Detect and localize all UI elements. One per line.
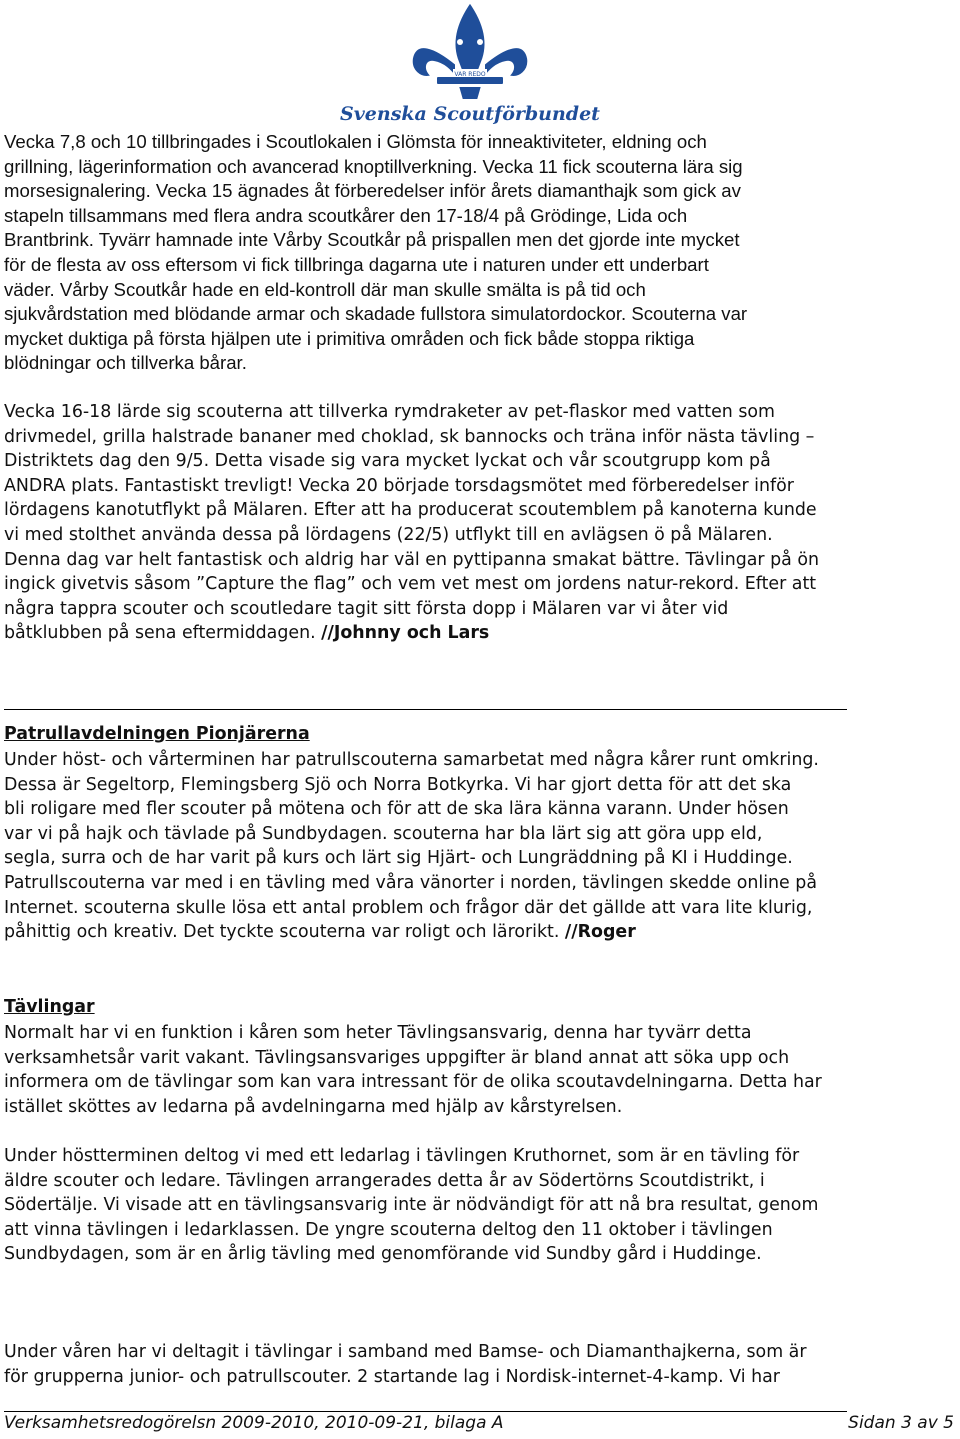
text-line: segla, surra och de har varit på kurs och lärt sig Hjärt- och Lungräddning på KI i Huddinge. <box>4 848 793 869</box>
text-line: grillning, lägerinformation och avancerad knoptillverkning. Vecka 11 fick scouterna lära sig <box>4 155 743 177</box>
text-line: bli roligare med fler scouter på mötena och för att de ska lära känna varann. Under hösen <box>4 799 789 820</box>
text-line-end: båtklubben på sena eftermiddagen. <box>4 623 322 644</box>
text-line: ANDRA plats. Fantastiskt trevligt! Vecka 20 började torsdagsmötet med förberedelser inför <box>4 475 794 496</box>
text-line: Södertälje. Vi visade att en tävlingsansvarig inte är nödvändigt för att nå bra resultat, genom <box>4 1195 819 1216</box>
text-line: Sundbydagen, som är en årlig tävling med genomförande vid Sundby gård i Huddinge. <box>4 1244 762 1265</box>
text-line: verksamhetsår varit vakant. Tävlingsansvariges uppgifter är bland annat att söka upp och <box>4 1047 790 1068</box>
section2-paragraph <box>4 400 954 646</box>
tavlingar-paragraph-1 <box>4 1021 954 1119</box>
section-divider <box>4 709 847 710</box>
text-line: blödningar och tillverka bårar. <box>4 352 247 374</box>
pionjar-paragraph <box>4 748 954 945</box>
text-line: morsesignalering. Vecka 15 ägnades åt förberedelser inför årets diamanthajk som gick av <box>4 180 741 202</box>
logo-motto: VAR REDO <box>454 71 486 78</box>
text-line: var vi på hajk och tävlade på Sundbydagen. scouterna har bla lärt sig att göra upp eld, <box>4 823 763 844</box>
section1-paragraph <box>4 130 954 376</box>
scout-logo <box>340 0 600 126</box>
text-line: Under höst- och vårterminen har patrullscouterna samarbetat med några kårer runt omkring. <box>4 750 819 770</box>
text-line: vi med stolthet använda dessa på lördagens (22/5) utflykt till en avlägsen ö på Mälaren. <box>4 524 773 545</box>
text-line: stapeln tillsammans med flera andra scoutkårer den 17-18/4 på Grödinge, Lida och <box>4 204 688 226</box>
heading-pionjarerna: Patrullavdelningen Pionjärerna <box>4 724 310 744</box>
text-line <box>4 621 954 646</box>
text-line: att vinna tävlingen i ledarklassen. De yngre scouterna deltog den 11 oktober i tävlingen <box>4 1219 773 1240</box>
text-line: Under höstterminen deltog vi med ett ledarlag i tävlingen Kruthornet, som är en tävling för <box>4 1146 800 1166</box>
logo-wordmark: Svenska Scoutförbundet <box>340 103 600 125</box>
text-line: ingick givetvis såsom ”Capture the flag” och vem vet mest om jordens natur-rekord. Efter att <box>4 574 817 595</box>
text-line: för de flesta av oss eftersom vi fick tillbringa dagarna ute i naturen under ett underbart <box>4 253 709 275</box>
text-line: Internet. scouterna skulle lösa ett antal problem och frågor där det gällde att vara lite klurig, <box>4 897 813 918</box>
text-line: några tappra scouter och scoutledare tagit sitt första dopp i Mälaren var vi åter vid <box>4 598 729 619</box>
text-line: väder. Vårby Scoutkår hade en eld-kontroll där man skulle smälta is på tid och <box>4 278 646 300</box>
text-line: istället sköttes av ledarna på avdelningarna med hjälp av kårstyrelsen. <box>4 1096 623 1117</box>
text-line: drivmedel, grilla halstrade bananer med choklad, sk bannocks och träna inför nästa tävling – <box>4 426 815 447</box>
tavlingar-paragraph-2 <box>4 1144 954 1267</box>
text-line: för grupperna junior- och patrullscouter. 2 startande lag i Nordisk-internet-4-kamp. Vi har <box>4 1366 780 1387</box>
signature-roger: //Roger <box>564 922 636 943</box>
fleur-de-lis-icon <box>412 2 529 100</box>
text-line: Denna dag var helt fantastisk och aldrig har väl en pyttipanna smakat bättre. Tävlingar på ön <box>4 549 819 570</box>
signature-johnny-lars: //Johnny och Lars <box>321 623 490 644</box>
text-line-end: påhittig och kreativ. Det tyckte scouterna var roligt och lärorikt. <box>4 922 565 943</box>
text-line <box>4 920 954 945</box>
tavlingar-paragraph-3 <box>4 1340 954 1389</box>
text-line: Dessa är Segeltorp, Flemingsberg Sjö och Norra Botkyrka. Vi har gjort detta för att det ska <box>4 774 792 795</box>
text-line: sjukvårdstation med blödande armar och skadade fullstora simulatordockor. Scouterna var <box>4 303 748 325</box>
text-line: Under våren har vi deltagit i tävlingar i samband med Bamse- och Diamanthajkerna, som är <box>4 1342 807 1362</box>
footer-rule <box>4 1411 847 1412</box>
text-line: Vecka 7,8 och 10 tillbringades i Scoutlokalen i Glömsta för inneaktiviteter, eldning och <box>4 131 707 152</box>
footer-page-number: Sidan 3 av 5 <box>848 1413 954 1433</box>
heading-tavlingar: Tävlingar <box>4 997 95 1017</box>
text-line: äldre scouter och ledare. Tävlingen arrangerades detta år av Södertörns Scoutdistrikt, i <box>4 1170 765 1191</box>
text-line: lördagens kanotutflykt på Mälaren. Efter att ha producerat scoutemblem på kanoterna kunde <box>4 500 817 521</box>
text-line: Brantbrink. Tyvärr hamnade inte Vårby Scoutkår på prispallen men det gjorde inte mycket <box>4 229 740 251</box>
text-line: Normalt har vi en funktion i kåren som heter Tävlingsansvarig, denna har tyvärr detta <box>4 1023 752 1043</box>
text-line: Vecka 16-18 lärde sig scouterna att tillverka rymdraketer av pet-flaskor med vatten som <box>4 402 775 422</box>
text-line: mycket duktiga på första hjälpen ute i primitiva områden och fick både stoppa riktiga <box>4 327 695 349</box>
text-line: Patrullscouterna var med i en tävling med våra vänorter i norden, tävlingen skedde online på <box>4 872 817 893</box>
text-line: informera om de tävlingar som kan vara intressant för de olika scoutavdelningarna. Detta har <box>4 1072 822 1093</box>
footer-document-title: Verksamhetsredogörelsn 2009-2010, 2010-09-21, bilaga A <box>4 1413 504 1433</box>
text-line: Distriktets dag den 9/5. Detta visade sig vara mycket lyckat och vår scoutgrupp kom på <box>4 451 771 472</box>
